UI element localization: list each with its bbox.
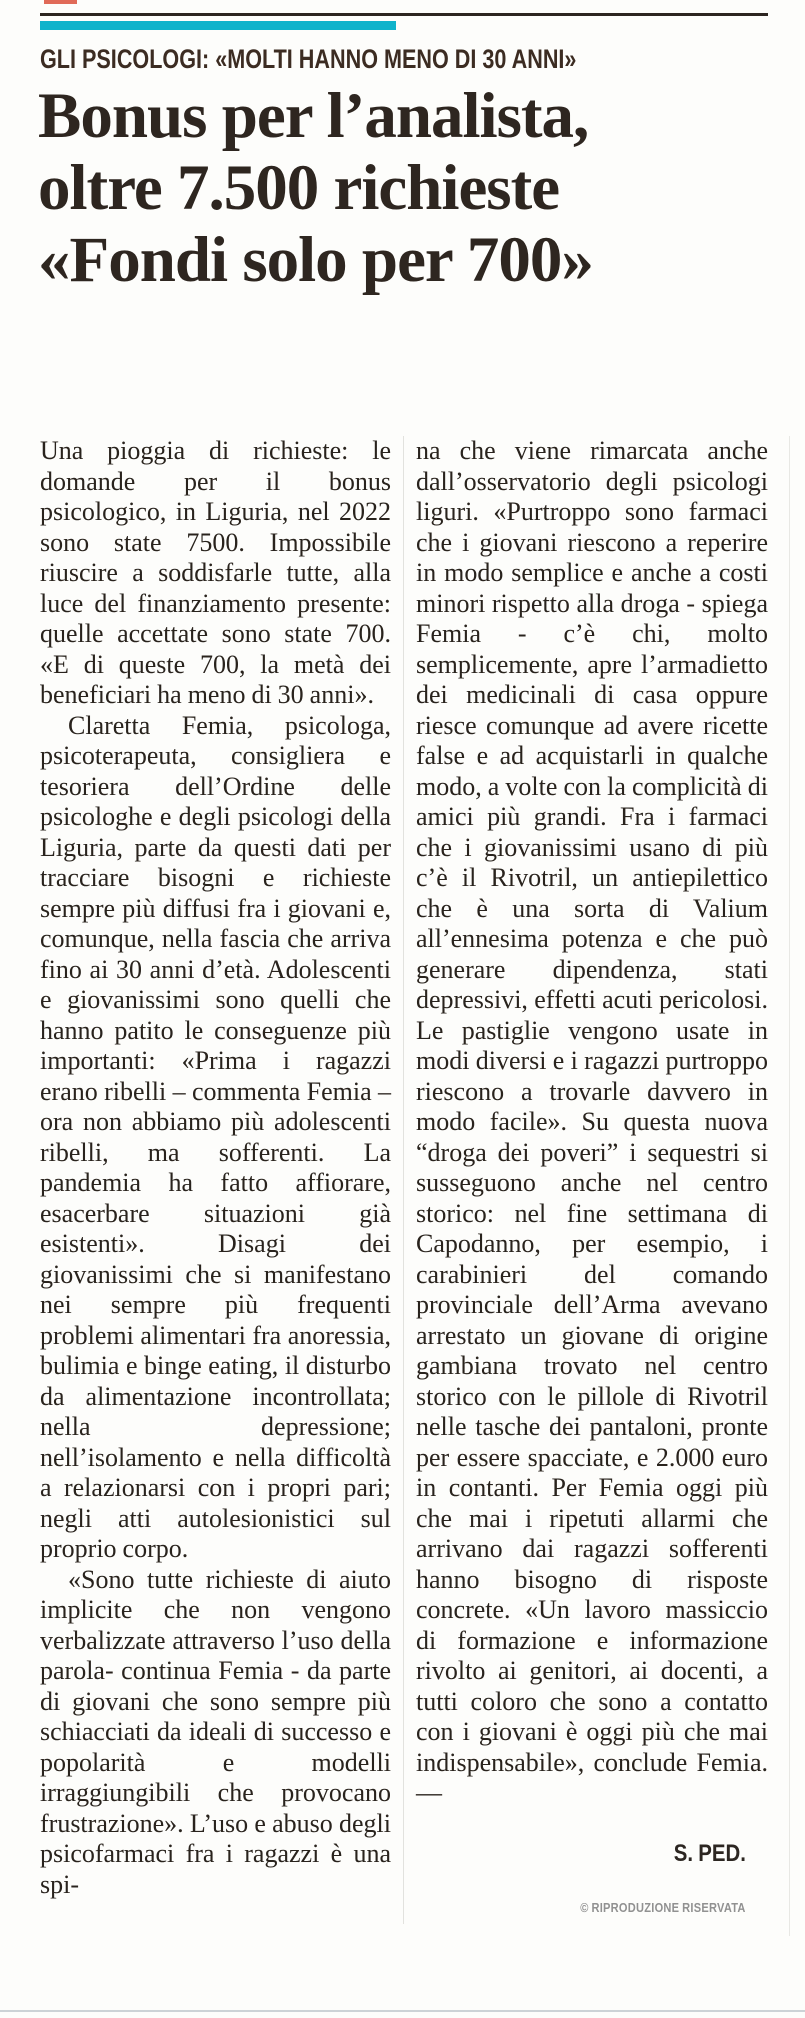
bottom-divider-rule <box>0 2010 805 2012</box>
byline-text: S. PED. <box>673 1839 746 1867</box>
article-kicker: GLI PSICOLOGI: «MOLTI HANNO MENO DI 30 ANNI» <box>40 44 577 74</box>
headline-line-3: «Fondi solo per 700» <box>38 224 593 296</box>
article-paragraph: Claretta Femia, psicologa, psicoterapeuta, consigliera e tesoriera dell’Ordine delle psicologhe e degli psicologi della Liguria, parte da questi dati per tracciare bisogni e richieste sempre più diffusi fra i giovani e, comunque, nella fascia che arriva fino ai 30 anni d’età. Adolescenti e giovanissimi sono quelli che hanno patito le conseguenze più importanti: «Prima i ragazzi erano ribelli – commenta Femia – ora non abbiamo più adolescenti ribelli, ma sofferenti. La pandemia ha fatto affiorare, esacerbare situazioni già esistenti». Disagi dei giovanissimi che si manifestano nei sempre più frequenti problemi alimentari fra anoressia, bulimia e binge eating, il disturbo da alimentazione incontrollata; nella depressione; nell’isolamento e nella difficoltà a relazionarsi con i propri pari; negli atti autolesionistici sul proprio corpo. <box>40 710 391 1563</box>
article-column-right <box>404 436 768 1924</box>
section-accent-bar <box>40 21 396 30</box>
byline <box>416 1839 768 1870</box>
article-paragraph: na che viene rimarcata anche dall’osservatorio degli psicologi liguri. «Purtroppo sono farmaci che i giovani riescono a reperire in modo semplice e anche a costi minori rispetto alla droga - spiega Femia - c’è chi, molto semplicemente, apre l’armadietto dei medicinali di casa oppure riesce comunque ad avere ricette false e ad acquistarli in qualche modo, a volte con la complicità di amici più grandi. Fra i farmaci che i giovanissimi usano di più c’è il Rivotril, un antiepilettico che è una sorta di Valium all’ennesima potenza e che può generare dipendenza, stati depressivi, effetti acuti pericolosi. Le pastiglie vengono usate in modi diversi e i ragazzi purtroppo riescono a trovarle davvero in modo facile». Su questa nuova “droga dei poveri” i sequestri si susseguono anche nel centro storico: nel fine settimana di Capodanno, per esempio, i carabinieri del comando provinciale dell’Arma avevano arrestato un giovane di origine gambiana trovato nel centro storico con le pillole di Rivotril nelle tasche dei pantaloni, pronte per essere spacciate, e 2.000 euro in contanti. Per Femia oggi più che mai i ripetuti allarmi che arrivano dai ragazzi sofferenti hanno bisogno di risposte concrete. «Un lavoro massiccio di formazione e informazione rivolto ai genitori, ai docenti, a tutti coloro che sono a contatto con i giovani è oggi più che mai indispensabile», conclude Femia.— <box>416 436 768 1807</box>
article-headline <box>38 80 783 296</box>
page-edge-red-mark <box>44 0 77 4</box>
page-right-column-rule <box>789 436 790 1936</box>
top-divider-rule <box>40 13 768 16</box>
headline-line-2: oltre 7.500 richieste <box>38 152 560 224</box>
headline-line-1: Bonus per l’analista, <box>38 80 589 152</box>
article-column-left <box>40 436 404 1924</box>
copyright-notice <box>416 1893 768 1924</box>
article-body <box>40 436 768 1924</box>
copyright-text: © RIPRODUZIONE RISERVATA <box>580 1900 746 1915</box>
article-paragraph: Una pioggia di richieste: le domande per il bonus psicologico, in Liguria, nel 2022 sono state 7500. Impossibile riuscire a soddisfarle tutte, alla luce del finanziamento presente: quelle accettate sono state 700. «E di queste 700, la metà dei beneficiari ha meno di 30 anni». <box>40 436 391 709</box>
article-paragraph: «Sono tutte richieste di aiuto implicite che non vengono verbalizzate attraverso l’uso della parola- continua Femia - da parte di giovani che sono sempre più schiacciati da ideali di successo e popolarità e modelli irraggiungibili che provocano frustrazione». L’uso e abuso degli psicofarmaci fra i ragazzi è una spi- <box>40 1564 391 1899</box>
